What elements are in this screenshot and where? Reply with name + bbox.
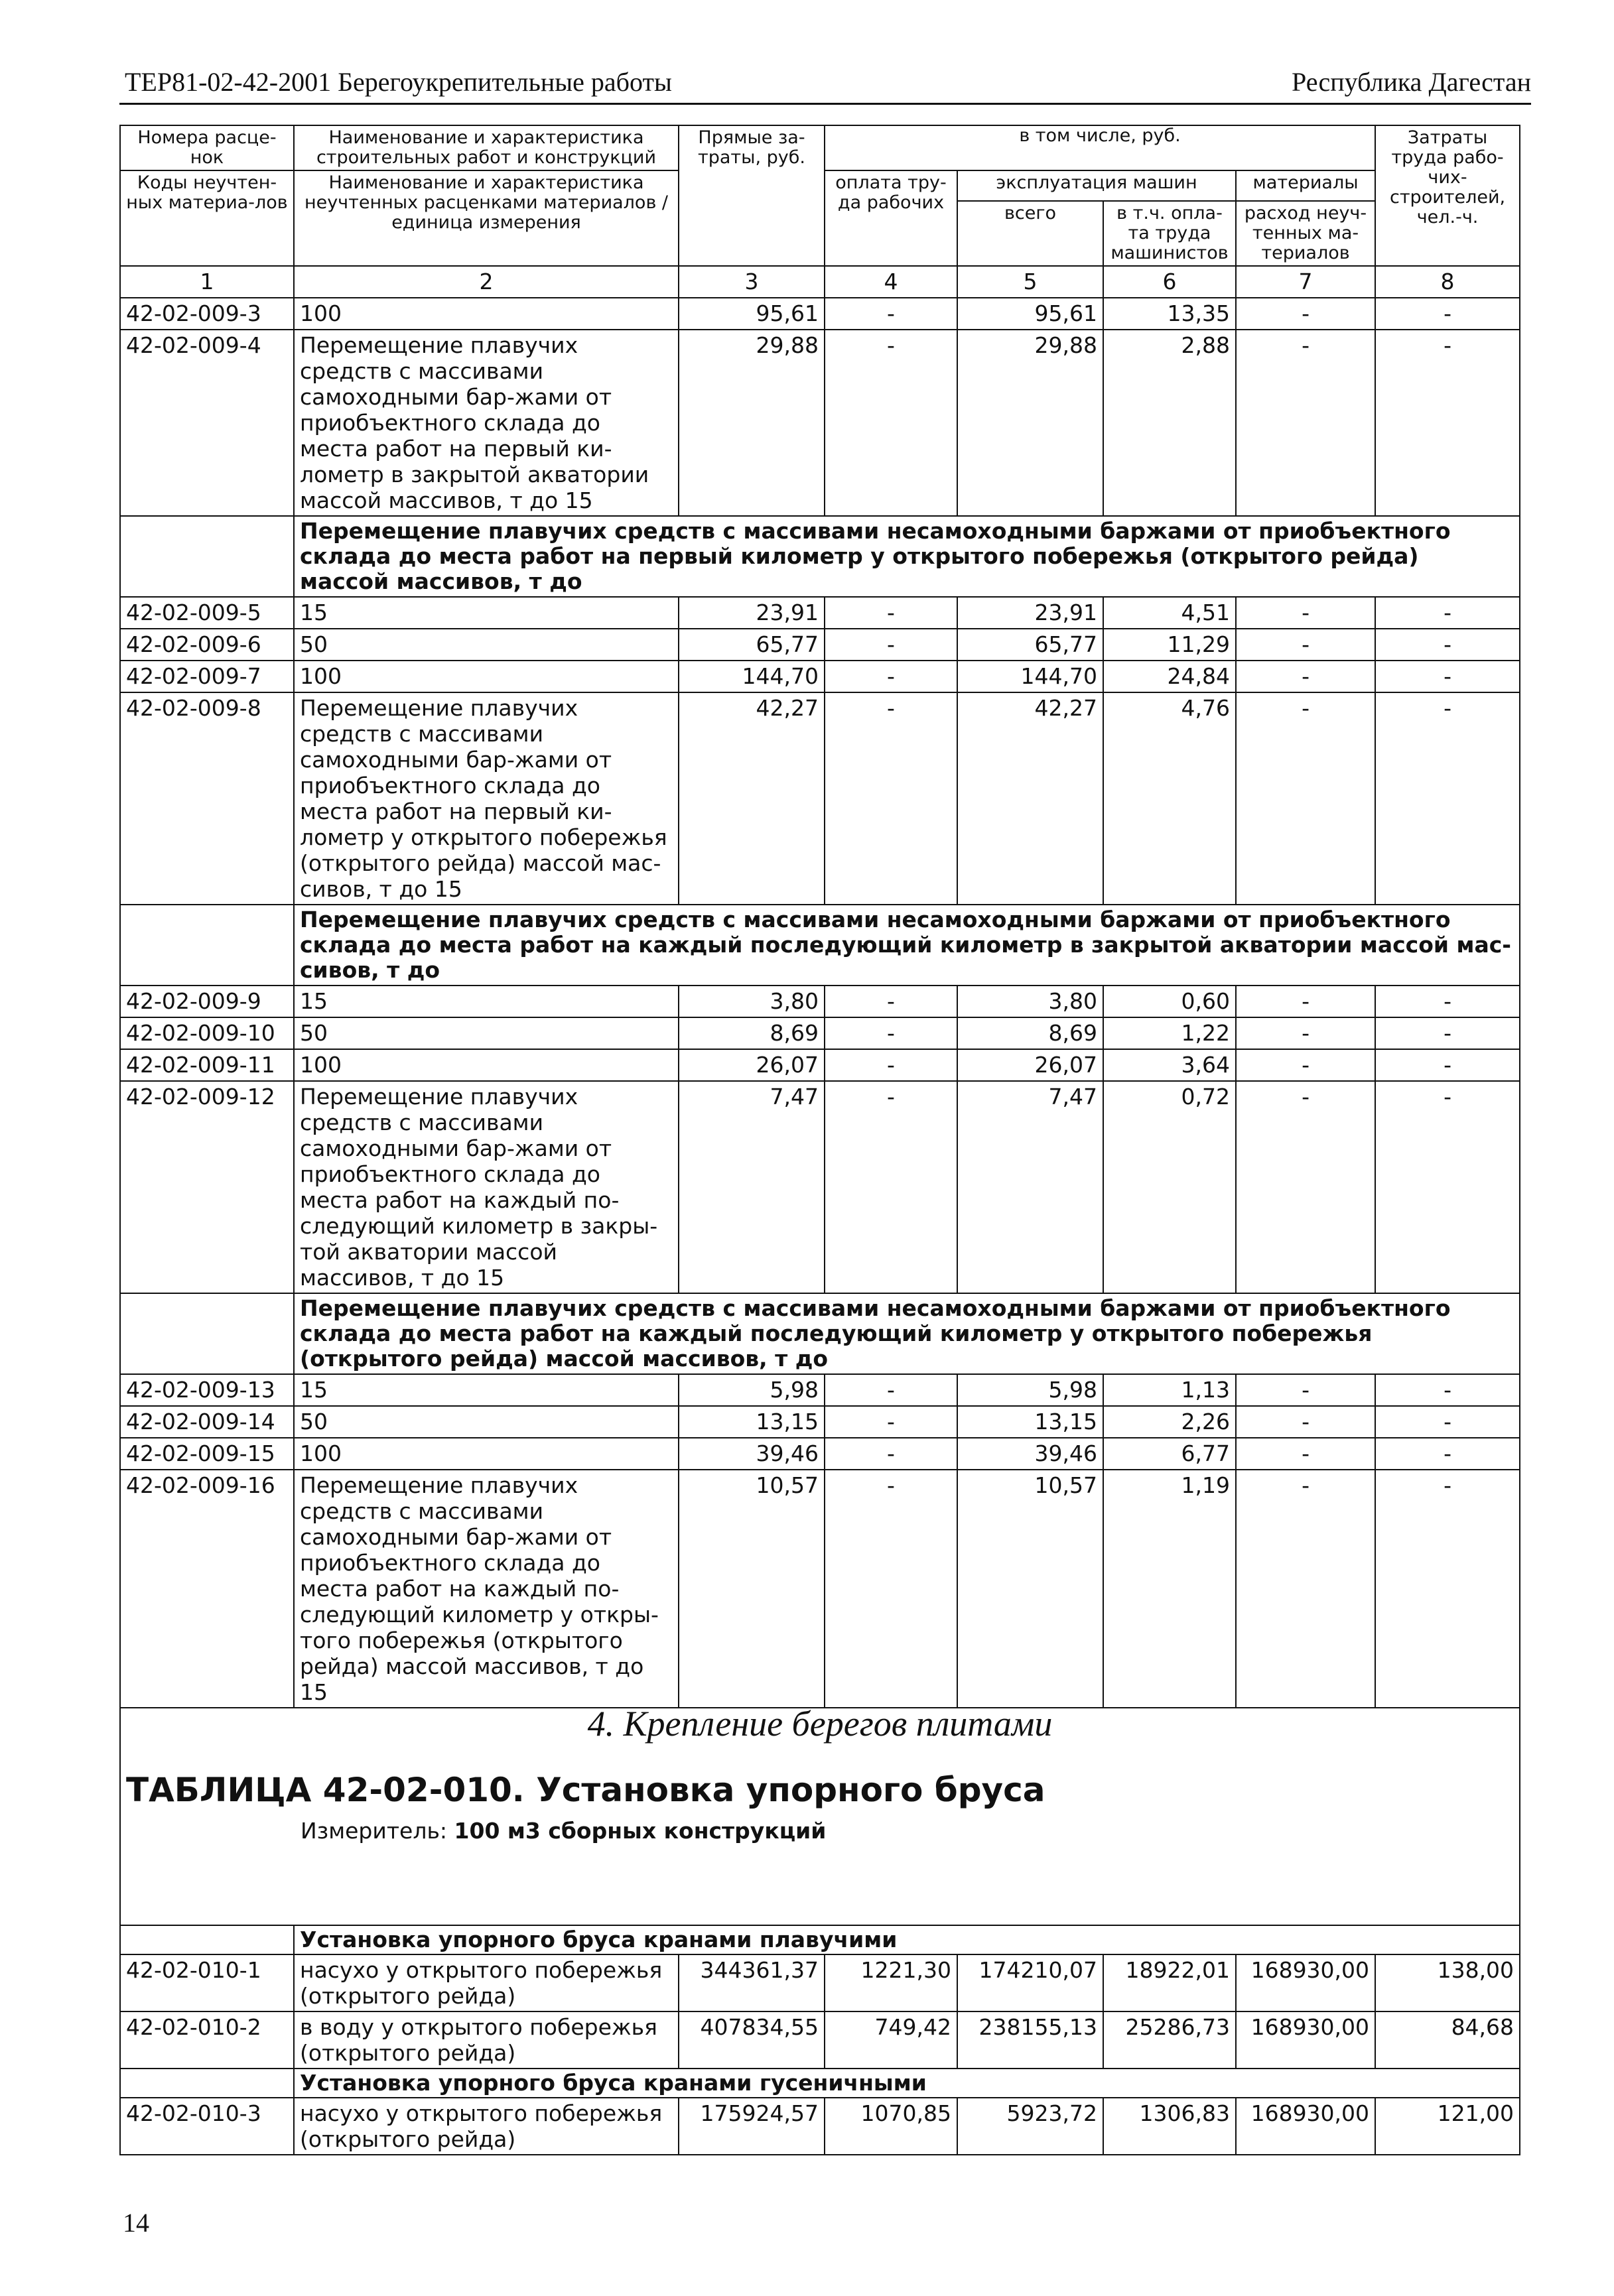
value-c5: 7,47 [957,1081,1103,1293]
work-name: 15 [294,1374,679,1406]
value-c6: 0,60 [1103,986,1236,1017]
value-c3: 407834,55 [679,2011,825,2069]
value-c4: - [825,1470,957,1708]
measure-line [301,1818,1514,1844]
value-c7: - [1236,1049,1375,1081]
value-c7: - [1236,629,1375,661]
rate-code: 42-02-009-14 [120,1406,294,1438]
blank-cell [120,1293,294,1374]
section-title: Установка упорного бруса кранами плавучими [294,1925,1520,1954]
value-c5: 8,69 [957,1017,1103,1049]
doc-title: ТЕР81-02-42-2001 Берегоукрепительные работы [125,67,672,97]
value-c5: 42,27 [957,692,1103,905]
rate-code: 42-02-009-6 [120,629,294,661]
col-num: 3 [679,266,825,298]
rate-code: 42-02-010-3 [120,2098,294,2155]
value-c4: - [825,1081,957,1293]
work-name: насухо у открытого побережья (открытого рейда) [294,2098,679,2155]
rate-code: 42-02-009-10 [120,1017,294,1049]
value-c6: 2,88 [1103,330,1236,516]
table-row [120,986,1520,1017]
col-num: 4 [825,266,957,298]
hdr-col5: всего [957,201,1103,266]
hdr-col1-bottom: Коды неучтен-ных материа-лов [120,170,294,266]
hdr-machines: эксплуатация машин [957,170,1236,201]
measure-value: 100 м3 сборных конструкций [454,1818,827,1844]
region-name: Республика Дагестан [1292,67,1531,97]
value-c5: 10,57 [957,1470,1103,1708]
value-c5: 238155,13 [957,2011,1103,2069]
table-row [120,1406,1520,1438]
hdr-col7: расход неуч-тенных ма-териалов [1236,201,1375,266]
value-c5: 5923,72 [957,2098,1103,2155]
work-name: 50 [294,1017,679,1049]
value-c4: - [825,986,957,1017]
rate-code: 42-02-009-9 [120,986,294,1017]
hdr-col8: Затраты труда рабо-чих-строителей, чел.-ч. [1375,125,1520,266]
table-title: ТАБЛИЦА 42-02-010. Установка упорного бруса [126,1771,1045,1809]
section-row [120,2069,1520,2098]
table-row [120,692,1520,905]
work-name: 100 [294,298,679,330]
price-table [119,125,1520,2155]
table-row [120,597,1520,629]
value-c7: - [1236,298,1375,330]
table-row [120,2098,1520,2155]
value-c4: 1221,30 [825,1954,957,2011]
rate-code: 42-02-009-15 [120,1438,294,1470]
page-header [119,63,1531,105]
section-row [120,905,1520,986]
work-name: Перемещение плавучих средств с массивами самоходными бар-жами от приобъектного склада до места работ на первый ки-лометр в закрытой акватории массой массивов, т до 15 [294,330,679,516]
table-row [120,1470,1520,1708]
value-c3: 144,70 [679,661,825,692]
value-c4: - [825,1438,957,1470]
value-c8: - [1375,986,1520,1017]
value-c5: 26,07 [957,1049,1103,1081]
table-row [120,330,1520,516]
value-c6: 0,72 [1103,1081,1236,1293]
value-c4: - [825,597,957,629]
value-c7: - [1236,692,1375,905]
value-c3: 8,69 [679,1017,825,1049]
value-c5: 23,91 [957,597,1103,629]
col-num: 6 [1103,266,1236,298]
value-c7: - [1236,1081,1375,1293]
blank-cell [120,516,294,597]
value-c4: - [825,1017,957,1049]
value-c3: 95,61 [679,298,825,330]
value-c5: 3,80 [957,986,1103,1017]
work-name: 50 [294,1406,679,1438]
table-row [120,1081,1520,1293]
value-c8: - [1375,330,1520,516]
value-c7: - [1236,986,1375,1017]
value-c5: 144,70 [957,661,1103,692]
value-c3: 65,77 [679,629,825,661]
col-num: 2 [294,266,679,298]
value-c6: 1306,83 [1103,2098,1236,2155]
rate-code: 42-02-009-4 [120,330,294,516]
value-c4: 749,42 [825,2011,957,2069]
value-c6: 24,84 [1103,661,1236,692]
value-c4: - [825,330,957,516]
value-c3: 26,07 [679,1049,825,1081]
table-row [120,629,1520,661]
value-c8: 84,68 [1375,2011,1520,2069]
value-c8: 121,00 [1375,2098,1520,2155]
value-c6: 11,29 [1103,629,1236,661]
section-row [120,1925,1520,1954]
work-name: в воду у открытого побережья (открытого рейда) [294,2011,679,2069]
col-num: 1 [120,266,294,298]
work-name: 50 [294,629,679,661]
col-num: 5 [957,266,1103,298]
rate-code: 42-02-009-3 [120,298,294,330]
value-c5: 95,61 [957,298,1103,330]
value-c7: 168930,00 [1236,2011,1375,2069]
col-num: 7 [1236,266,1375,298]
value-c5: 65,77 [957,629,1103,661]
value-c4: - [825,298,957,330]
value-c8: - [1375,298,1520,330]
value-c8: - [1375,1017,1520,1049]
hdr-col1-top: Номера расце-нок [120,125,294,170]
value-c7: - [1236,1017,1375,1049]
value-c5: 13,15 [957,1406,1103,1438]
measure-label: Измеритель: [301,1818,448,1844]
value-c6: 18922,01 [1103,1954,1236,2011]
value-c8: - [1375,1081,1520,1293]
value-c4: - [825,692,957,905]
rate-code: 42-02-009-12 [120,1081,294,1293]
value-c3: 7,47 [679,1081,825,1293]
value-c3: 29,88 [679,330,825,516]
work-name: 100 [294,1438,679,1470]
value-c4: - [825,661,957,692]
hdr-col4: оплата тру-да рабочих [825,170,957,266]
table-row [120,298,1520,330]
value-c5: 174210,07 [957,1954,1103,2011]
column-numbers-row [120,266,1520,298]
chapter-block [120,1708,1520,1925]
value-c4: 1070,85 [825,2098,957,2155]
value-c7: - [1236,330,1375,516]
work-name: Перемещение плавучих средств с массивами самоходными бар-жами от приобъектного склада до места работ на каждый по-следующий километр в закры-той акватории массой массивов, т до 15 [294,1081,679,1293]
hdr-materials: материалы [1236,170,1375,201]
rate-code: 42-02-009-8 [120,692,294,905]
table-row [120,661,1520,692]
section-title: Перемещение плавучих средств с массивами несамоходными баржами от приобъектного склада до места работ на каждый последующий километр у открытого побережья (открытого рейда) массой массивов, т до [294,1293,1520,1374]
table-row [120,1954,1520,2011]
value-c5: 39,46 [957,1438,1103,1470]
hdr-col6: в т.ч. опла-та труда машинистов [1103,201,1236,266]
section-title: Перемещение плавучих средств с массивами несамоходными баржами от приобъектного склада до места работ на первый километр у открытого побережья (открытого рейда) массой массивов, т до [294,516,1520,597]
value-c7: - [1236,661,1375,692]
value-c4: - [825,629,957,661]
value-c3: 13,15 [679,1406,825,1438]
hdr-col2-top: Наименование и характеристика строительных работ и конструкций [294,125,679,170]
work-name: 15 [294,597,679,629]
value-c6: 6,77 [1103,1438,1236,1470]
value-c3: 3,80 [679,986,825,1017]
section-row [120,516,1520,597]
work-name: Перемещение плавучих средств с массивами самоходными бар-жами от приобъектного склада до места работ на каждый по-следующий километр у откры-того побережья (открытого рейда) массой массивов, т до 15 [294,1470,679,1708]
value-c7: - [1236,597,1375,629]
hdr-col3: Прямые за-траты, руб. [679,125,825,266]
value-c6: 13,35 [1103,298,1236,330]
rate-code: 42-02-009-5 [120,597,294,629]
value-c7: - [1236,1374,1375,1406]
rate-code: 42-02-009-13 [120,1374,294,1406]
work-name: 15 [294,986,679,1017]
value-c6: 1,13 [1103,1374,1236,1406]
value-c7: - [1236,1470,1375,1708]
value-c7: - [1236,1438,1375,1470]
rate-code: 42-02-009-7 [120,661,294,692]
value-c8: - [1375,1470,1520,1708]
value-c8: - [1375,1438,1520,1470]
value-c3: 39,46 [679,1438,825,1470]
value-c7: - [1236,1406,1375,1438]
value-c7: 168930,00 [1236,2098,1375,2155]
value-c8: - [1375,1049,1520,1081]
table-row [120,2011,1520,2069]
rate-code: 42-02-009-16 [120,1470,294,1708]
section-title: Перемещение плавучих средств с массивами несамоходными баржами от приобъектного склада до места работ на каждый последующий километр в закрытой акватории массой мас-сивов, т до [294,905,1520,986]
value-c6: 4,51 [1103,597,1236,629]
value-c3: 42,27 [679,692,825,905]
table-row [120,1438,1520,1470]
blank-cell [120,1925,294,1954]
work-name: Перемещение плавучих средств с массивами самоходными бар-жами от приобъектного склада до места работ на первый ки-лометр у открытого побережья (открытого рейда) массой мас-сивов, т до 15 [294,692,679,905]
work-name: 100 [294,1049,679,1081]
col-num: 8 [1375,266,1520,298]
value-c3: 23,91 [679,597,825,629]
value-c3: 5,98 [679,1374,825,1406]
value-c3: 344361,37 [679,1954,825,2011]
hdr-incl: в том числе, руб. [825,125,1375,170]
blank-cell [120,905,294,986]
value-c8: - [1375,692,1520,905]
value-c8: - [1375,629,1520,661]
chapter-title: 4. Крепление берегов плитами [587,1708,1053,1744]
blank-cell [120,2069,294,2098]
value-c6: 1,19 [1103,1470,1236,1708]
work-name: 100 [294,661,679,692]
value-c6: 4,76 [1103,692,1236,905]
value-c8: - [1375,1374,1520,1406]
value-c7: 168930,00 [1236,1954,1375,2011]
section-row [120,1293,1520,1374]
value-c8: - [1375,1406,1520,1438]
value-c8: - [1375,597,1520,629]
section-title: Установка упорного бруса кранами гусеничными [294,2069,1520,2098]
value-c5: 29,88 [957,330,1103,516]
value-c5: 5,98 [957,1374,1103,1406]
value-c3: 10,57 [679,1470,825,1708]
table-row [120,1017,1520,1049]
work-name: насухо у открытого побережья (открытого рейда) [294,1954,679,2011]
value-c4: - [825,1374,957,1406]
rate-code: 42-02-010-1 [120,1954,294,2011]
value-c6: 3,64 [1103,1049,1236,1081]
value-c4: - [825,1406,957,1438]
page-number: 14 [123,2208,149,2238]
hdr-col2-bottom: Наименование и характеристика неучтенных расценками материалов / единица измерения [294,170,679,266]
value-c8: 138,00 [1375,1954,1520,2011]
value-c8: - [1375,661,1520,692]
rate-code: 42-02-010-2 [120,2011,294,2069]
value-c6: 25286,73 [1103,2011,1236,2069]
rate-code: 42-02-009-11 [120,1049,294,1081]
table-row [120,1374,1520,1406]
table-row [120,1049,1520,1081]
value-c6: 2,26 [1103,1406,1236,1438]
value-c4: - [825,1049,957,1081]
chapter-cell [120,1708,1520,1925]
value-c3: 175924,57 [679,2098,825,2155]
value-c6: 1,22 [1103,1017,1236,1049]
